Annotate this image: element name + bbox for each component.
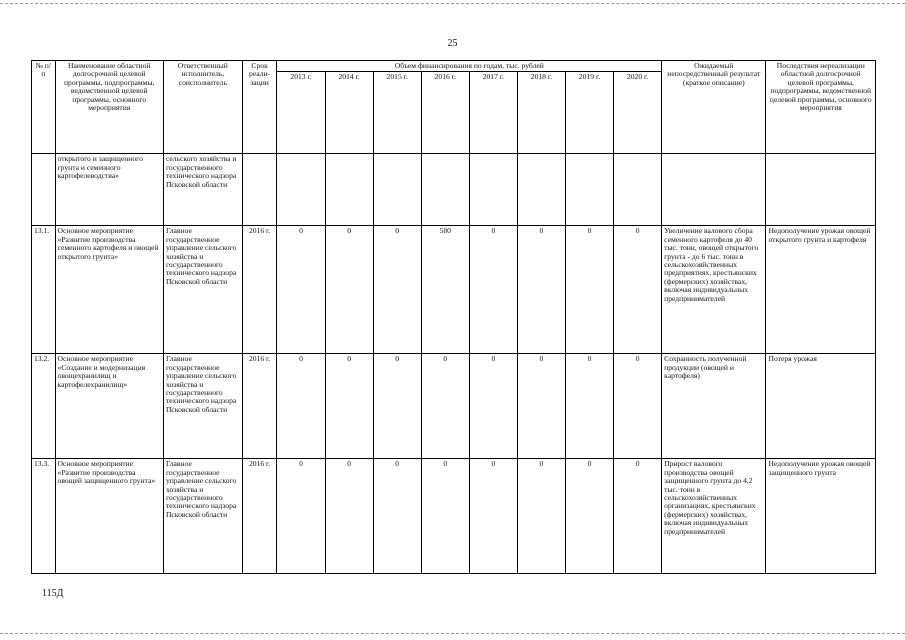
cell-fund [517,154,565,226]
cell-fund [565,154,613,226]
scan-edge-bottom [0,633,905,634]
cell-fund-2016: 580 [421,226,469,354]
cell-fund [421,154,469,226]
cell-consequences [766,154,876,226]
cell-fund-2020: 0 [614,354,662,459]
cell-fund-2018: 0 [517,459,565,574]
cell-fund-2019: 0 [565,226,613,354]
cell-fund-2013: 0 [277,459,325,574]
cell-fund-2016: 0 [421,459,469,574]
scan-edge-top [0,3,905,4]
header-term: Срок реали-зации [242,61,277,154]
header-name: Наименование областной долгосрочной целевой программы, подпрограммы, ведомственной целевой программы, основного мероприятия [55,61,163,154]
cell-responsible: Главное государственное управление сельского хозяйства и государственного технического надзора Псковской области [163,354,242,459]
cell-fund-2015: 0 [373,459,421,574]
table-row [32,459,876,574]
cell-fund-2013: 0 [277,226,325,354]
cell-fund-2017: 0 [469,226,517,354]
header-num: № п/п [32,61,56,154]
cell-fund [325,154,373,226]
table-row [32,354,876,459]
cell-consequences: Недополучение урожая овощей защищенного грунта [766,459,876,574]
cell-result: Сохранность полученной продукции (овощей и картофеля) [662,354,766,459]
header-year: 2019 г. [565,72,613,154]
cell-fund-2016: 0 [421,354,469,459]
header-year: 2018 г. [517,72,565,154]
cell-fund [277,154,325,226]
cell-fund-2015: 0 [373,354,421,459]
header-responsible: Ответственный исполнитель, соисполнитель [163,61,242,154]
cell-responsible: Главное государственное управление сельского хозяйства и государственного технического надзора Псковской области [163,459,242,574]
cell-consequences: Потеря урожая [766,354,876,459]
cell-term: 2016 г. [242,459,277,574]
cell-responsible: Главное государственное управление сельского хозяйства и государственного технического надзора Псковской области [163,226,242,354]
header-year: 2020 г. [614,72,662,154]
cell-fund-2015: 0 [373,226,421,354]
cell-fund-2014: 0 [325,226,373,354]
cell-fund-2014: 0 [325,459,373,574]
cell-fund-2017: 0 [469,459,517,574]
header-year: 2016 г. [421,72,469,154]
cell-fund-2019: 0 [565,354,613,459]
cell-result [662,154,766,226]
program-table [31,60,876,574]
cell-result: Прирост валового производства овощей защищенного грунта до 4,2 тыс. тонн в сельскохозяйственных организациях, крестьянских (фермерских) хозяйствах, включая индивидуальных предпринимателей [662,459,766,574]
cell-fund [469,154,517,226]
cell-name: открытого и защищенного грунта и семенного картофелеводства» [55,154,163,226]
cell-fund-2014: 0 [325,354,373,459]
header-year: 2013 г. [277,72,325,154]
cell-fund-2013: 0 [277,354,325,459]
cell-term: 2016 г. [242,226,277,354]
footer-code: 115Д [42,588,64,599]
cell-term: 2016 г. [242,354,277,459]
cell-name: Основное мероприятие «Создание и модернизация овощехранилищ и картофелехранилищ» [55,354,163,459]
cell-term [242,154,277,226]
page-number: 25 [447,38,458,49]
cell-fund-2018: 0 [517,226,565,354]
cell-fund-2020: 0 [614,226,662,354]
cell-fund-2020: 0 [614,459,662,574]
header-consequences: Последствия нереализации областной долгосрочной целевой программы, подпрограммы, ведомственной целевой программы, основного мероприятия [766,61,876,154]
header-funding-group: Объем финансирования по годам, тыс. рублей [277,61,662,72]
header-year: 2017 г. [469,72,517,154]
cell-name: Основное мероприятие «Развитие производства овощей защищенного грунта» [55,459,163,574]
cell-consequences: Недополучение урожая овощей открытого грунта и картофеля [766,226,876,354]
cell-fund [614,154,662,226]
table-row [32,226,876,354]
cell-num: 13.3. [32,459,56,574]
cell-name: Основное мероприятие «Развитие производства семенного картофеля и овощей открытого грунта» [55,226,163,354]
cell-num: 13.2. [32,354,56,459]
table-row-continuation [32,154,876,226]
header-year: 2015 г. [373,72,421,154]
cell-responsible: сельского хозяйства и государственного технического надзора Псковской области [163,154,242,226]
cell-fund-2017: 0 [469,354,517,459]
cell-fund-2019: 0 [565,459,613,574]
cell-fund-2018: 0 [517,354,565,459]
cell-num [32,154,56,226]
header-year: 2014 г. [325,72,373,154]
cell-num: 13.1. [32,226,56,354]
cell-fund [373,154,421,226]
header-result: Ожидаемый непосредственный результат (краткое описание) [662,61,766,154]
cell-result: Увеличение валового сбора семенного картофеля до 40 тыс. тонн, овощей открытого грунта - до 6 тыс. тонн в сельскохозяйственных предприятиях, крестьянских (фермерских) хозяйствах, включая индивидуальных предпринимателей [662,226,766,354]
